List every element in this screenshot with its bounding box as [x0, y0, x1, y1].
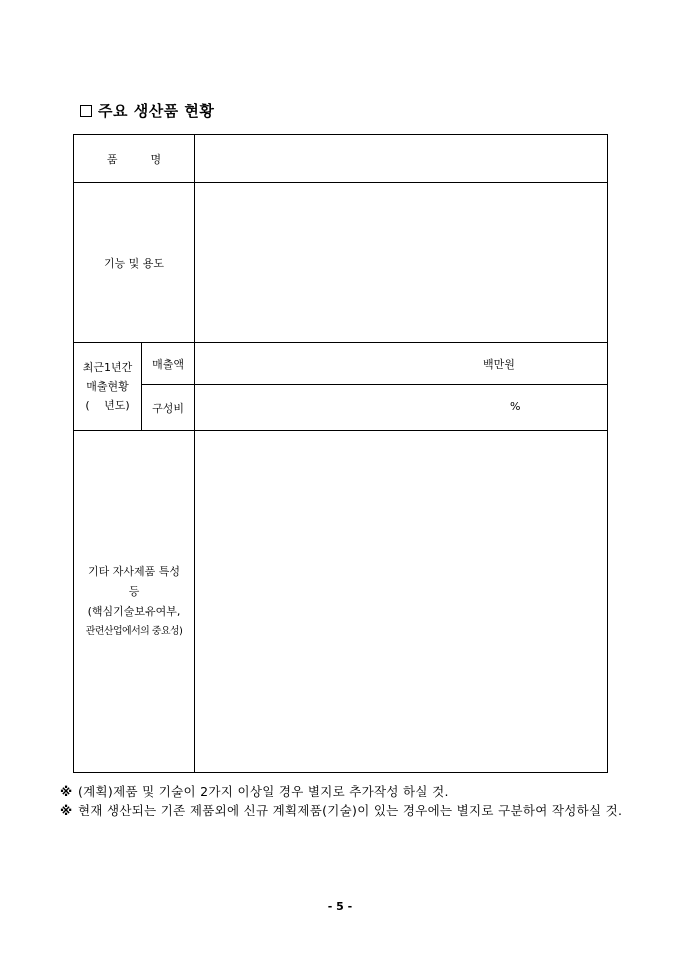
other-features-label [74, 431, 195, 773]
notes [60, 782, 630, 820]
revenue-label: 매출액 [142, 343, 195, 385]
other-line3: (핵심기술보유여부, [87, 604, 181, 618]
sales-group-label [74, 343, 142, 431]
note-mark: ※ [60, 803, 73, 818]
revenue-unit: 백만원 [483, 358, 515, 371]
product-name-label: 품 명 [74, 135, 195, 183]
share-field[interactable] [195, 385, 608, 431]
function-label: 기능 및 용도 [74, 183, 195, 343]
sales-group-line3: ( 년도) [85, 399, 130, 412]
other-line1: 기타 자사제품 특성 [88, 564, 181, 578]
other-line4: 관련산업에서의 중요성) [85, 625, 183, 637]
section-title [80, 100, 214, 121]
share-label: 구성비 [142, 385, 195, 431]
share-unit: % [510, 400, 521, 413]
revenue-field[interactable] [195, 343, 608, 385]
checkbox-icon [80, 105, 92, 117]
sales-group-line2: 매출현황 [86, 380, 129, 393]
sales-group-line1: 최근1년간 [82, 361, 133, 374]
note-item [60, 801, 630, 820]
note-mark: ※ [60, 784, 73, 799]
page-number: - 5 - [327, 900, 353, 913]
other-line2: 등 [128, 584, 140, 598]
product-name-field[interactable] [195, 135, 608, 183]
note-text: 현재 생산되는 기존 제품외에 신규 계획제품(기술)이 있는 경우에는 별지로 구분하여 작성하실 것. [78, 803, 623, 818]
product-status-table [73, 134, 608, 773]
other-features-field[interactable] [195, 431, 608, 773]
note-item [60, 782, 630, 801]
section-title-text: 주요 생산품 현황 [98, 102, 215, 120]
function-field[interactable] [195, 183, 608, 343]
note-text: (계획)제품 및 기술이 2가지 이상일 경우 별지로 추가작성 하실 것. [78, 784, 449, 799]
